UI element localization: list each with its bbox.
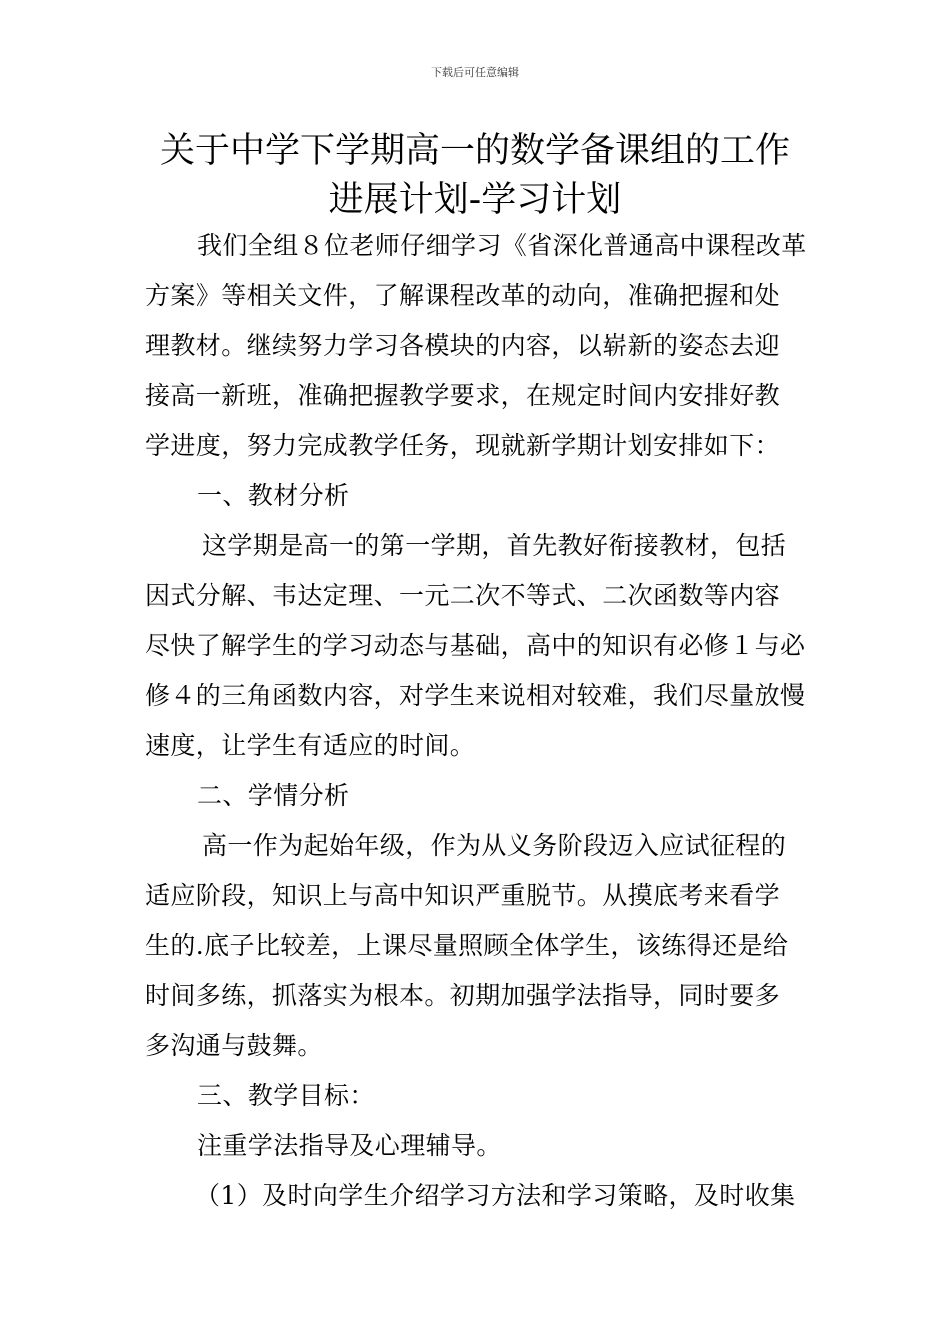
paragraph-line: 我们全组８位老师仔细学习《省深化普通高中课程改革 (197, 231, 807, 260)
document-body (145, 221, 810, 1221)
list-item: （1）及时向学生介绍学习方法和学习策略，及时收集 (195, 1181, 796, 1210)
paragraph-line: 速度，让学生有适应的时间。 (145, 731, 476, 760)
paragraph-line: 理教材。继续努力学习各模块的内容，以崭新的姿态去迎 (145, 331, 781, 360)
header-note: 下载后可任意编辑 (431, 66, 519, 79)
paragraph-line: 学进度，努力完成教学任务，现就新学期计划安排如下： (145, 431, 781, 460)
paragraph-line: 尽快了解学生的学习动态与基础，高中的知识有必修１与必 (145, 631, 806, 660)
paragraph-line: 适应阶段，知识上与高中知识严重脱节。从摸底考来看学 (145, 881, 781, 910)
paragraph-line: 多沟通与鼓舞。 (145, 1031, 323, 1060)
paragraph-line: 生的.底子比较差，上课尽量照顾全体学生，该练得还是给 (145, 931, 789, 960)
paragraph-line: 这学期是高一的第一学期，首先教好衔接教材，包括 (202, 531, 787, 560)
paragraph-line: 接高一新班，准确把握教学要求，在规定时间内安排好教 (145, 381, 781, 410)
document-title-line-1: 关于中学下学期高一的数学备课组的工作 (159, 131, 790, 171)
paragraph-line: 方案》等相关文件，了解课程改革的动向，准确把握和处 (145, 281, 781, 310)
section-heading: 二、学情分析 (197, 781, 350, 810)
paragraph-line: 时间多练，抓落实为根本。初期加强学法指导，同时要多 (145, 981, 781, 1010)
document-title-line-2: 进展计划-学习计划 (328, 180, 622, 220)
section-heading: 一、教材分析 (197, 481, 350, 510)
paragraph-line: 注重学法指导及心理辅导。 (197, 1131, 502, 1160)
paragraph-line: 因式分解、韦达定理、一元二次不等式、二次函数等内容 (145, 581, 781, 610)
paragraph-line: 修４的三角函数内容，对学生来说相对较难，我们尽量放慢 (145, 681, 806, 710)
paragraph-line: 高一作为起始年级，作为从义务阶段迈入应试征程的 (202, 831, 787, 860)
section-heading: 三、教学目标： (197, 1081, 375, 1110)
